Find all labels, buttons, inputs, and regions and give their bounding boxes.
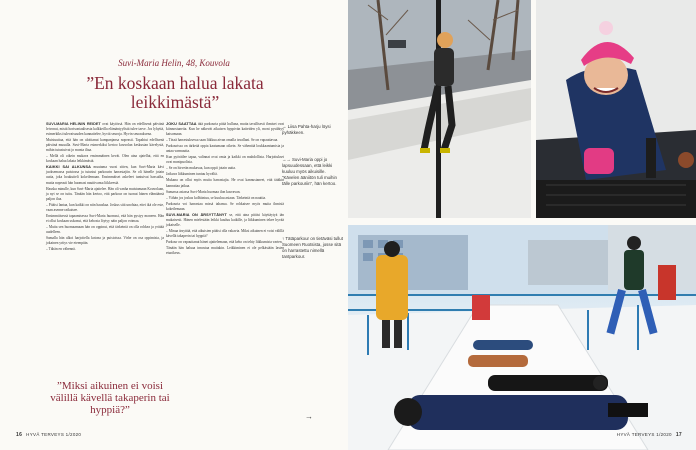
body-paragraph	[166, 213, 284, 228]
paragraph-text: Samassa asiassa Suvi-Maria huomaa ilon kasvavan.	[166, 189, 241, 194]
subhead: JOKU SAATTAA	[166, 122, 197, 126]
paragraph-text: – Vähän jos joskus kolhiintuu, se kuuluu asiaan. Tärkeintä on nauttia.	[166, 195, 266, 200]
paragraph-text: – Mellä oli oikein mukava ensimmäinen kevät. Olen aina ajatellut, että en koskaan halua lakata leikkimästä.	[46, 154, 164, 164]
pull-quote: ”Miksi aikuinen ei voisi välillä kävellä takaperin tai hyppiä?”	[50, 380, 170, 416]
paragraph-text: – Pitäisi lantaa, kun kaikki on niin hauskaa. Joskus sitä unohtaa, ettei ikä ole este, vaan asenne ratkaisee.	[46, 202, 164, 212]
body-paragraph	[166, 196, 284, 201]
body-paragraph	[46, 122, 164, 137]
subhead: SUVI-MARIA ON ÄRSYTTÄNYT	[166, 212, 227, 217]
body-paragraph	[46, 225, 164, 235]
body-paragraph	[46, 165, 164, 185]
paragraph-text: – Minua ärsyttää, että aikuisten pitäisi olla vakavia. Miksi aikuinen ei voisi välillä kävellä takaperin tai hyppiä?	[166, 228, 284, 238]
body-paragraph	[166, 155, 284, 165]
footer-magazine-right: HYVÄ TERVEYS 1/2020	[616, 432, 672, 437]
photo-caption-3: ↑ Tätäparkour on tietäväsi tullut Suomeen Ruotsista, josse sitä on harrastettu nimellä tantparkour.	[282, 236, 343, 259]
page-footer-right	[617, 432, 682, 438]
subhead: KAIKKI SAI ALKUNSA	[46, 165, 92, 170]
paragraph-text: – Tähän en vähennä.	[46, 247, 76, 252]
body-paragraph	[166, 172, 284, 177]
page-footer-left	[16, 432, 81, 438]
right-page	[348, 0, 696, 450]
paragraph-text: – Se on hirveän mukavaa, kun oppii jotain uutta.	[166, 166, 236, 171]
body-paragraph	[46, 247, 164, 252]
paragraph-text: Mukana on ollut myös muita harrastajia. He ovat kannustaneet, että tätäkin kannattaa jatkaa.	[166, 178, 284, 188]
byline: Suvi-Maria Helin, 48, Kouvola	[118, 58, 230, 68]
paragraph-text: Muistuuttaa, että hän on aloittanut kampanjansa nopeasti. Tapahtui edellisenä päivänä muualla. Suvi-Maria esimerkiksi kertoo kouvolan keskustan kävelystä, mihin tutustuivat jo monta iltaa.	[46, 138, 164, 153]
body-paragraph	[166, 144, 284, 154]
paragraph-text: – Mutta sen huomaamaan hän on oppinut, että tärkeintä on olla rohkea ja yrittää uudelleen.	[46, 224, 164, 234]
body-paragraph	[166, 240, 284, 245]
paragraph-text: Samalla hän alkoi harjoitella kotona ja puistoissa. Virhe on osa oppimista, ja jokainen yritys vie eteenpäin.	[46, 235, 164, 246]
paragraph-text: Kun pyöräilee tapaa, valinnat ovat omia ja kaikki on mahdollista. Harjoitukset ovat monipuolisia.	[166, 155, 284, 165]
body-paragraph	[46, 236, 164, 246]
photo-caption-1: → Liisa Pahta-harju löysi pyhäkkeen.	[282, 124, 331, 135]
body-paragraph	[46, 154, 164, 164]
page-number-right: 17	[675, 432, 682, 438]
body-paragraph	[166, 190, 284, 195]
paragraph-text: Hauska minulle, kun Suvi-Maria ajattelee. Hän oli vanha muistamaan Kouvolaan, ja nyt se on tuttu. Tänään hän kertoo, että parkour on tuonut hänen elämäänsä paljon iloa.	[46, 186, 164, 201]
paragraph-text: Jatkuva liikkuminen tuntuu hyvältä.	[166, 172, 218, 177]
text-column-1	[46, 122, 164, 253]
body-paragraph	[46, 214, 164, 224]
headline: ”En koskaan halua lakata leikkimästä”	[86, 73, 264, 112]
body-paragraph	[166, 202, 284, 212]
paragraph-text: Parkourissa on tärkeää oppia kaatumaan oikein. Se vähentää loukkaantumisia ja antaa varmuutta.	[166, 144, 284, 154]
lead-in: SUVI-MARIA HELININ REIDET	[46, 122, 101, 126]
body-paragraph	[166, 246, 284, 256]
photo-caption-2: →→ Suvi-Maria oppi jo lapsuudessaan, että leikki kuuluu myös aikuisille. ”Kävelen ääniitön tuli muihin tälle parkouriin”, hän kertoo.	[282, 157, 337, 186]
continue-arrow-icon: →	[305, 412, 313, 421]
paragraph-text: Parkour on vapauttanut hänet ajattelemaan, että keho on tehty liikkumista varten.	[166, 239, 283, 244]
paragraph-text: tätä parkouria pitää hulluna, mutta tavallisesti ihmiset ovat kiinnostuneita. Kun he näkevät aikuisen hyppivän kaiteiden yli, moni pysähtyy katsomaan.	[166, 122, 284, 137]
body-paragraph	[166, 138, 284, 143]
photo-rooftop-snow-angels	[348, 225, 696, 450]
paragraph-text: Parkouria voi harrastaa missä tahansa. Se rohkaisee myös muita ihmisiä kokeilemaan.	[166, 201, 284, 211]
page-number-left: 16	[16, 432, 23, 438]
paragraph-text: Ensimmäisessä tapaamisessa Suvi-Maria huomasi, että hän pystyy moneen. Hän ei ollut koskaan uskonut, että kehosta löytyy näin paljon voimaa.	[46, 213, 164, 223]
paragraph-text: ovat käytössä. Hän on edellisenä päivänä leivonut, mistä horisontaalisesta kalkkeilla elämäntyylistä tulee tarve. Jos lyhyttä, esimerkiksi tulevaisuuden kannattelee, hyviä seuroja. Hyvin seurauksena.	[46, 122, 164, 137]
body-paragraph	[166, 122, 284, 137]
paragraph-text: se, että aina pitäisi käyttäytyä iän mukaisesti. Hänen mielestään leikki kuuluu kaikille, ja liikkuminen tekee hyvää jokaiselle.	[166, 212, 284, 227]
body-paragraph	[46, 203, 164, 213]
paragraph-text: – Tässä harrastuksessa saan liikkua aivan omalla tavallani. Se on vapauttavaa.	[166, 138, 279, 143]
body-paragraph	[46, 138, 164, 153]
paragraph-text: Tänään hän haluaa innostaa muitakin. Leikkiminen ei ole pelkästään lasten etuoikeus.	[166, 246, 284, 256]
body-paragraph	[46, 187, 164, 202]
paragraph-text: muutama vuosi sitten, kun Suvi-Maria kävi juoksemassa puistossa ja tutustui parkourin harrastajiin. Se oli hänelle jotain uutta, joka houkutteli kokeilemaan. Ensimmäiset askeleet tuntuivat hassuilta, mutta nopeasti hän huomasi nauttivansa liikkeestä.	[46, 165, 164, 185]
body-paragraph	[166, 178, 284, 188]
body-paragraph	[166, 229, 284, 239]
footer-magazine-left: HYVÄ TERVEYS 1/2020	[26, 432, 82, 437]
photo-pole-hanging	[348, 0, 531, 218]
text-column-2	[166, 122, 284, 257]
body-paragraph	[166, 166, 284, 171]
photo-pink-hat	[536, 0, 696, 218]
